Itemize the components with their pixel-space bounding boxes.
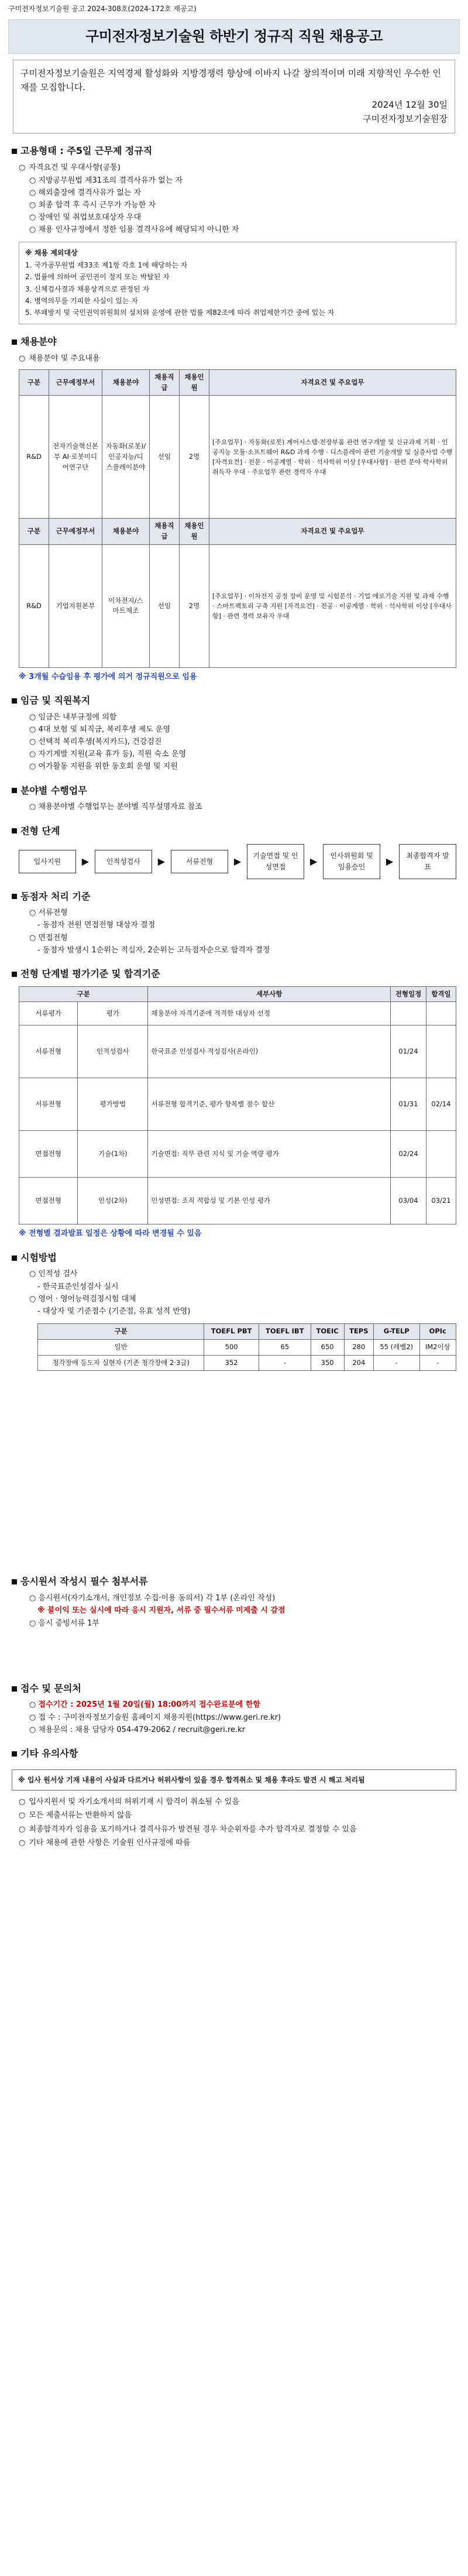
list-item-text: 불이익 또는 실시에 따라 응시 지원자, 서류 중 필수서류 미제출 시 감점 — [47, 1606, 285, 1615]
table-header: 구분 — [19, 519, 49, 545]
list-item-text: 접수기간 : 2025년 1월 20일(월) 18:00까지 접수완료분에 한함 — [38, 1700, 260, 1710]
table-header: 자격요건 및 주요업무 — [209, 369, 456, 396]
list-item-text: 입사지원서 및 자기소개서의 허위기재 시 합격이 취소될 수 있음 — [29, 1798, 239, 1807]
table-header: TOEIC — [311, 1323, 344, 1339]
table-cell: 기업지원본부 — [49, 544, 102, 667]
list-item: ○ 접 수 : 구미전자정보기술원 홈페이지 채용지원(https://www.geri.re.kr) — [29, 1713, 281, 1722]
fields-table-wrap — [19, 369, 456, 683]
flow-step: 서류전형 — [171, 850, 228, 874]
table-row — [19, 1002, 456, 1025]
list-item: ○ 서류전형 — [29, 908, 68, 918]
square-bullet-icon — [12, 1256, 17, 1261]
table-cell: 서류평가 — [19, 1002, 78, 1025]
list-item: ○ 입사지원서 및 자기소개서의 허위기재 시 합격이 취소될 수 있음 — [19, 1796, 456, 1808]
section-pay-benefits — [12, 694, 456, 773]
list-item: ○ 최종합격자가 임용을 포기하거나 결격사유가 발견될 경우 차순위자를 추가 합격자로 결정할 수 있음 — [19, 1824, 456, 1836]
list-item: - 대상자 및 기준점수 (기준점, 유효 성적 반영) — [37, 1306, 191, 1316]
list-item: ○ 지방공무원법 제31조의 결격사유가 없는 자 — [29, 176, 183, 185]
list-item-text: 장애인 및 취업보호대상자 우대 — [38, 213, 142, 222]
subheading: ○ 채용분야 및 주요내용 — [19, 353, 456, 365]
list-item: ○ 응시 증빙서류 1부 — [29, 1618, 99, 1628]
section-title: 동점자 처리 기준 — [20, 890, 91, 902]
list-item: ○ 접수기간 : 2025년 1월 20일(월) 18:00까지 접수완료분에 한함 — [29, 1700, 260, 1710]
arrow-right-icon: ▶ — [233, 855, 242, 867]
table-cell: 전자기술혁신본부 AI·로봇미디어연구단 — [49, 396, 102, 519]
list-item: ○ 채용문의 : 채용 담당자 054-479-2062 / recruit@geri.re.kr — [29, 1725, 246, 1734]
subheading-text: 자격요건 및 우대사항(공통) — [29, 163, 121, 172]
list-item-text: 응시원서(자기소개서, 개인정보 수집·이용 동의서) 각 1부 (온라인 작성) — [38, 1594, 276, 1603]
list-item-text: 기타 채용에 관한 사항은 기술원 인사규정에 따름 — [29, 1838, 191, 1847]
table-header: 채용직급 — [150, 369, 180, 396]
table-header: TEPS — [344, 1323, 373, 1339]
list-item: ○ 임금은 내부규정에 의함 — [29, 712, 117, 722]
table-cell: 55 (레벨2) — [373, 1339, 419, 1355]
list-item-text: 모든 제출서류는 반환하지 않음 — [29, 1811, 132, 1820]
table-header: 구분 — [38, 1323, 204, 1339]
table-header: 채용인원 — [180, 519, 209, 545]
table-cell: 일반 — [38, 1339, 204, 1355]
table-cell: 서류전형 — [19, 1025, 78, 1078]
list-item: ○ 자기계발 지원(교육 휴가 등), 직원 숙소 운영 — [29, 750, 187, 759]
section-recruitment-fields — [12, 335, 456, 683]
list-item: ○ 인적성 검사 — [29, 1270, 78, 1279]
section-title: 응시원서 작성시 필수 첨부서류 — [20, 1576, 148, 1587]
table-cell: 2명 — [180, 544, 209, 667]
list-item-text: 서류전형 — [38, 908, 68, 918]
list-item: ○ 채용분야별 수행업무는 분야별 직무설명자료 참조 — [29, 802, 202, 812]
list-item: ○ 4대 보험 및 퇴직금, 복리후생 제도 운영 — [29, 725, 171, 735]
table-header: 자격요건 및 주요업무 — [209, 519, 456, 545]
list-item-text: 인적성 검사 — [38, 1270, 78, 1279]
square-bullet-icon — [12, 339, 17, 345]
table-cell: 01/31 — [391, 1078, 426, 1131]
list-item-text: 대상자 및 기준점수 (기준점, 유효 성적 반영) — [42, 1306, 191, 1316]
list-item: ○ 여가활동 지원을 위한 동호회 운영 및 지원 — [29, 762, 178, 771]
table-header: 근무예정부서 — [49, 369, 102, 396]
table-cell: 280 — [344, 1339, 373, 1355]
table-header: 근무예정부서 — [49, 519, 102, 545]
flow-step: 입사지원 — [19, 850, 76, 874]
evaluation-table-wrap — [19, 986, 456, 1240]
exam-method-spacer — [12, 1371, 456, 1564]
schedule-note: ※ 전형별 결과발표 일정은 상황에 따라 변경될 수 있음 — [19, 1229, 202, 1239]
section-title: 채용분야 — [20, 335, 57, 347]
flow-step: 인적성검사 — [95, 850, 152, 874]
warning-box: ※ 입사 원서상 기재 내용이 사실과 다르거나 허위사항이 있을 경우 합격취소 및 채용 후라도 발견 시 해고 처리됨 — [12, 1769, 456, 1791]
list-item: ○ 면접전형 — [29, 933, 68, 942]
section-exam-method — [12, 1251, 456, 1565]
table-header: 전형일정 — [391, 986, 426, 1002]
table-cell: 자동화(로봇)/인공지능/디스플레이분야 — [102, 396, 150, 519]
note-heading: ※ 채용 제외대상 — [25, 249, 78, 258]
table-cell: 면접전형 — [19, 1131, 78, 1178]
note-item: 4. 병역의무를 기피한 사실이 있는 자 — [25, 296, 138, 305]
section-heading — [12, 890, 456, 904]
score-table-wrap — [37, 1323, 456, 1371]
table-cell: R&D — [19, 544, 49, 667]
section-heading — [12, 824, 456, 839]
intro-box — [13, 60, 455, 133]
table-cell — [426, 1131, 456, 1178]
notes-list — [12, 1796, 456, 1849]
table-cell: 03/21 — [426, 1178, 456, 1224]
section-selection-steps — [12, 824, 456, 879]
table-cell: 인적성검사 — [78, 1025, 148, 1078]
section-heading — [12, 967, 456, 982]
section-heading — [12, 784, 456, 798]
list-item: - 동점자 전원 면접전형 대상자 결정 — [37, 921, 156, 930]
arrow-right-icon: ▶ — [81, 855, 90, 867]
list-item-text: 영어 · 영어능력검정시험 대체 — [38, 1294, 136, 1304]
list-item-text: 최종합격자가 임용을 포기하거나 결격사유가 발견될 경우 차순위자를 추가 합격자로 결정할 수 있음 — [29, 1824, 357, 1834]
list-item-text: 채용문의 : 채용 담당자 054-479-2062 / recruit@geri.re.kr — [38, 1725, 246, 1734]
selection-flow — [19, 844, 456, 879]
list-item-text: 동점자 발생시 1순위는 적십자, 2순위는 고득점자순으로 합격자 결정 — [42, 945, 270, 955]
table-cell: - — [373, 1355, 419, 1371]
table-header: OPIc — [419, 1323, 456, 1339]
doc-reference: 구미전자정보기술원 공고 2024-308호(2024-172호 재공고) — [8, 5, 197, 13]
list-item-text: 응시 증빙서류 1부 — [38, 1618, 99, 1628]
section-title: 기타 유의사항 — [20, 1747, 78, 1759]
section-title: 시험방법 — [20, 1251, 57, 1263]
table-cell: 500 — [204, 1339, 259, 1355]
table-row — [19, 1131, 456, 1178]
score-table — [37, 1323, 456, 1371]
section-title: 분야별 수행업무 — [20, 784, 87, 796]
table-cell — [426, 1025, 456, 1078]
list-item: ○ 기타 채용에 관한 사항은 기술원 인사규정에 따름 — [19, 1837, 456, 1849]
table-cell: 인성면접: 조직 적합성 및 기본 인성 평가 — [148, 1178, 391, 1224]
note-item: 2. 법률에 의하여 공민권이 정지 또는 박탈된 자 — [25, 273, 170, 282]
section-title: 전형 단계별 평가기준 및 합격기준 — [20, 968, 160, 979]
list-item: ○ 최종 합격 후 즉시 근무가 가능한 자 — [29, 201, 156, 210]
evaluation-table — [19, 986, 456, 1225]
list-item-text: 자기계발 지원(교육 휴가 등), 직원 숙소 운영 — [38, 750, 187, 759]
flow-step: 인사위원회 및 임용승인 — [323, 844, 380, 879]
section-required-docs — [12, 1575, 456, 1671]
arrow-right-icon: ▶ — [309, 855, 318, 867]
list-item: ○ 장애인 및 취업보호대상자 우대 — [29, 213, 142, 222]
section-employment — [12, 144, 456, 324]
table-cell: 01/24 — [391, 1025, 426, 1078]
section-application — [12, 1682, 456, 1736]
fields-table — [19, 369, 456, 668]
table-cell: 350 — [311, 1355, 344, 1371]
square-bullet-icon — [12, 894, 17, 899]
section-heading — [12, 1682, 456, 1696]
table-header-row — [38, 1323, 456, 1339]
section-title: 임금 및 직원복지 — [20, 695, 91, 706]
list-item: ○ 모든 제출서류는 반환하지 않음 — [19, 1810, 456, 1822]
table-cell: 02/14 — [426, 1078, 456, 1131]
table-cell: 02/24 — [391, 1131, 426, 1178]
section-heading — [12, 1747, 456, 1761]
table-row — [38, 1339, 456, 1355]
flow-step: 기술면접 및 인성면접 — [247, 844, 304, 879]
list-item: ○ 해외출장에 결격사유가 없는 자 — [29, 188, 142, 197]
table-cell: IM2이상 — [419, 1339, 456, 1355]
table-cell: 선임 — [150, 544, 180, 667]
section-title: 접수 및 문의처 — [20, 1682, 81, 1694]
section-tie-rules — [12, 890, 456, 956]
section-heading — [12, 144, 456, 159]
list-item: ※ 불이익 또는 실시에 따라 응시 지원자, 서류 중 필수서류 미제출 시 감점 — [37, 1606, 285, 1615]
list-item-text: 한국표준인성검사 실시 — [42, 1282, 119, 1291]
table-header: 채용인원 — [180, 369, 209, 396]
table-cell: 평가방법 — [78, 1078, 148, 1131]
square-bullet-icon — [12, 828, 17, 833]
table-header-row — [19, 369, 456, 396]
list-item-text: 면접전형 — [38, 933, 68, 942]
table-cell: 인성(2차) — [78, 1178, 148, 1224]
list-item: - 한국표준인성검사 실시 — [37, 1282, 119, 1291]
subheading-text: 채용분야 및 주요내용 — [29, 354, 100, 363]
list-item-text: 지방공무원법 제31조의 결격사유가 없는 자 — [38, 176, 183, 185]
table-cell: 기술면접: 직무 관련 지식 및 기술 역량 평가 — [148, 1131, 391, 1178]
list-item-text: 채용분야별 수행업무는 분야별 직무설명자료 참조 — [38, 802, 202, 812]
table-row — [19, 1078, 456, 1131]
docs-spacer — [12, 1630, 456, 1671]
table-cell: 352 — [204, 1355, 259, 1371]
table-header-row — [19, 519, 456, 545]
flow-step: 최종합격자 발표 — [399, 844, 456, 879]
table-cell: 서류전형 — [19, 1078, 78, 1131]
list-item-text: 임금은 내부규정에 의함 — [38, 712, 117, 722]
list-item: ○ 영어 · 영어능력검정시험 대체 — [29, 1294, 136, 1304]
table-cell: 서류전형 합격기준, 평가 항목별 점수 합산 — [148, 1078, 391, 1131]
intro-text: 구미전자정보기술원은 지역경제 활성화와 지방경쟁력 향상에 이바지 나갈 창의적이며 미래 지향적인 우수한 인재를 모집합니다. — [20, 67, 441, 92]
table-header: G-TELP — [373, 1323, 419, 1339]
table-cell: - — [259, 1355, 311, 1371]
section-heading — [12, 1575, 456, 1589]
section-duties — [12, 784, 456, 814]
list-item: ○ 채용 인사규정에서 정한 임용 결격사유에 해당되지 아니한 자 — [29, 225, 239, 235]
list-item: ○ 선택적 복리후생(복지카드), 건강검진 — [29, 738, 162, 747]
table-cell-duty: [주요업무] · 자동화(로봇) 계어시스템·전장부품 관련 연구개발 및 신규과제 기획 · 인공지능 모듈·소프트웨어 R&D 과제 수행 · 디스플레이 관련 기술개발 및 실증사업 수행 [자격요건] · 전문 · 이공계열 · 학위 · 석사학위 이상 [우대사항] · 관련 분야 학사학위 취득자 우대 · 주요업무 관련 경력자 우대 — [209, 396, 456, 519]
table-cell: 기술(1차) — [78, 1131, 148, 1178]
section-heading — [12, 1251, 456, 1265]
table-header: 합격일 — [426, 986, 456, 1002]
note-item: 1. 국가공무원법 제33조 제1항 각호 1에 해당하는 자 — [25, 260, 188, 269]
table-cell: 채용분야 자격기준에 적격한 대상자 선정 — [148, 1002, 391, 1025]
table-row — [19, 1178, 456, 1224]
section-evaluation — [12, 967, 456, 1240]
table-row — [19, 396, 456, 519]
list-item: - 동점자 발생시 1순위는 적십자, 2순위는 고득점자순으로 합격자 결정 — [37, 945, 270, 955]
table-header: 구분 — [19, 369, 49, 396]
table-cell: 면접전형 — [19, 1178, 78, 1224]
table-cell: 03/04 — [391, 1178, 426, 1224]
table-cell: 선임 — [150, 396, 180, 519]
list-item-text: 선택적 복리후생(복지카드), 건강검진 — [38, 738, 162, 747]
table-header: 채용분야 — [102, 369, 150, 396]
section-heading — [12, 335, 456, 349]
list-item-text: 동점자 전원 면접전형 대상자 결정 — [42, 921, 156, 930]
exclusion-note-box — [19, 242, 456, 324]
table-header: TOEFL PBT — [204, 1323, 259, 1339]
square-bullet-icon — [12, 1686, 17, 1692]
list-item: ○ 응시원서(자기소개서, 개인정보 수집·이용 동의서) 각 1부 (온라인 작성) — [29, 1594, 276, 1603]
table-cell: 2명 — [180, 396, 209, 519]
arrow-right-icon: ▶ — [386, 855, 394, 867]
table-cell: 이차전지/스마트제조 — [102, 544, 150, 667]
table-header-row — [19, 986, 456, 1002]
section-other-notes — [12, 1747, 456, 1761]
section-title: 전형 단계 — [20, 825, 60, 836]
table-header: TOEFL IBT — [259, 1323, 311, 1339]
table-cell: 650 — [311, 1339, 344, 1355]
list-item-text: 채용 인사규정에서 정한 임용 결격사유에 해당되지 아니한 자 — [38, 225, 239, 235]
subheading: ○ 자격요건 및 우대사항(공통) — [19, 162, 456, 174]
square-bullet-icon — [12, 698, 17, 704]
table-header: 채용분야 — [102, 519, 150, 545]
table-row — [19, 1025, 456, 1078]
table-cell — [426, 1002, 456, 1025]
table-cell: 평가 — [78, 1002, 148, 1025]
table-header: 채용직급 — [150, 519, 180, 545]
table-cell — [391, 1002, 426, 1025]
square-bullet-icon — [12, 788, 17, 793]
table-cell: 청각장애 등도자 실현자 (기존 청각장애 2·3급) — [38, 1355, 204, 1371]
table-cell: R&D — [19, 396, 49, 519]
arrow-right-icon: ▶ — [157, 855, 166, 867]
table-cell: 65 — [259, 1339, 311, 1355]
table-header: 구분 — [19, 986, 148, 1002]
square-bullet-icon — [12, 1751, 17, 1757]
square-bullet-icon — [12, 972, 17, 977]
section-title: 고용형태 : 주5일 근무제 정규직 — [20, 145, 153, 156]
table-row — [38, 1355, 456, 1371]
list-item-text: 접 수 : 구미전자정보기술원 홈페이지 채용지원(https://www.geri.re.kr) — [38, 1713, 281, 1722]
list-item-text: 4대 보험 및 퇴직금, 복리후생 제도 운영 — [38, 725, 171, 735]
square-bullet-icon — [12, 149, 17, 154]
table-cell: 한국표준 인성검사 적성검사(온라인) — [148, 1025, 391, 1078]
list-item-text: 해외출장에 결격사유가 없는 자 — [38, 188, 142, 197]
probation-note: ※ 3개월 수습임용 후 평가에 의거 정규직원으로 임용 — [19, 672, 197, 681]
intro-date: 2024년 12월 30일 — [371, 99, 448, 110]
note-item: 3. 신체검사결과 채용상격으로 판정된 자 — [25, 284, 150, 293]
page-title: 구미전자정보기술원 하반기 정규직 직원 채용공고 — [8, 19, 460, 54]
table-row — [19, 544, 456, 667]
table-cell: - — [419, 1355, 456, 1371]
note-item: 5. 부패방지 및 국민권익위원회의 설치와 운영에 관한 법률 제82조에 따라 취업제한기간 중에 있는 자 — [25, 308, 335, 317]
section-heading — [12, 694, 456, 708]
square-bullet-icon — [12, 1579, 17, 1584]
table-cell-duty: [주요업무] · 이차전지 공정 장비 운영 및 시험분석 · 기업 애로기술 지원 및 과제 수행 · 스마트팩토리 구축 지원 [자격요건] · 전공 · 이공계열 · 학위 · 석사학위 이상 [우대사항] · 관련 경력 보유자 우대 — [209, 544, 456, 667]
table-header: 세부사항 — [148, 986, 391, 1002]
table-cell: 204 — [344, 1355, 373, 1371]
intro-org: 구미전자정보기술원장 — [363, 113, 448, 124]
list-item-text: 최종 합격 후 즉시 근무가 가능한 자 — [38, 201, 156, 210]
list-item-text: 여가활동 지원을 위한 동호회 운영 및 지원 — [38, 762, 178, 771]
